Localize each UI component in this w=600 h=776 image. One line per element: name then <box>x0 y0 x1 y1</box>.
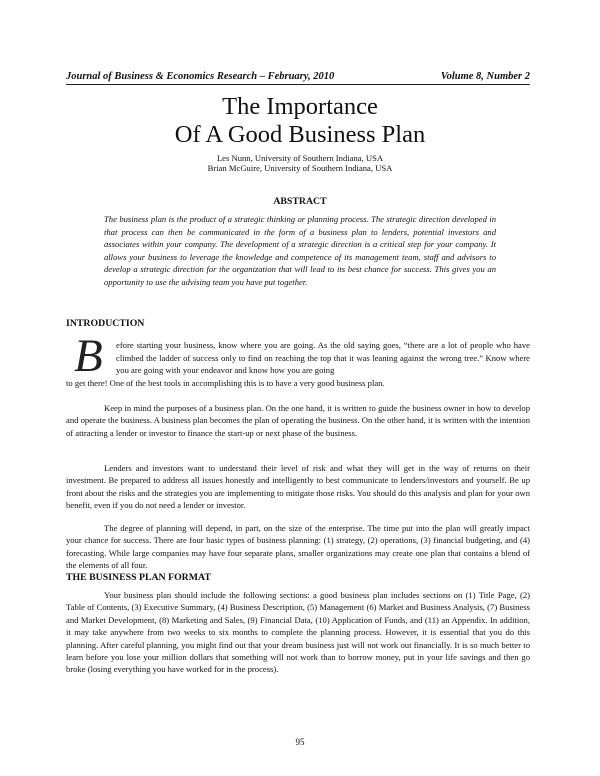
abstract-text: The business plan is the product of a strategic thinking or planning process. The strategic direction developed in that process can then be communicated in the form of a business plan to lenders, potential investors and associates within your company. The development of a strategic direction is a critical step for your company. It allows your business to leverage the knowledge and competence of its management team, staff and advisors to develop a strategic direction for the organization that will lead to its best chance for success. This gives you an opportunity to use the advising team you have put together. <box>104 214 496 287</box>
running-header <box>66 71 530 85</box>
volume-number: Volume 8, Number 2 <box>440 71 530 82</box>
author-2: Brian McGuire, University of Southern Indiana, USA <box>207 163 393 173</box>
page-number: 95 <box>295 737 305 747</box>
format-paragraph: Your business plan should include the following sections: a good business plan includes sections on (1) Title Page, (2) Table of Contents, (3) Executive Summary, (4) Business Description, (5) Management (6) Market and Business Analysis, (7) Business and Market Development, (8) Marketing and Sales, (9) Financial Data, (10) Application of Funds, and (11) an Appendix. In addition, it may take anywhere from two weeks to six months to complete the planning process. However, it is essential that you do this planning. After careful planning, you might find out that your dream business just will not work out financially. It is so much better to learn before you lose your million dollars that something will not work than to borrow money, put in your life savings and then go broke (losing everything you have worked for in the process). <box>66 590 530 675</box>
drop-cap-letter: B <box>74 330 103 382</box>
intro-paragraph-3: Lenders and investors want to understand their level of risk and what they will get in the way of returns on their investment. Be prepared to address all issues honestly and intelligently to best communicate to lenders/investors and yourself. Be up front about the risks and the strategies you are implementing to mitigate those risks. You should do this analysis and plan for your own benefit, even if you do not need a lender or investor. <box>66 463 530 511</box>
business-plan-format-heading: THE BUSINESS PLAN FORMAT <box>66 572 211 583</box>
paper-title-line-2: Of A Good Business Plan <box>174 121 426 148</box>
abstract-heading: ABSTRACT <box>273 196 327 207</box>
intro-paragraph-4: The degree of planning will depend, in part, on the size of the enterprise. The time put into the plan will greatly impact your chance for success. There are four basic types of business planning: (1) strategy, (2) operations, (3) financial budgeting, and (4) forecasting. While large companies may have four separate plans, smaller organizations may create one plan that contains a blend of the elements of all four. <box>66 523 530 571</box>
author-1: Les Nunn, University of Southern Indiana, USA <box>216 153 384 163</box>
intro-paragraph-2: Keep in mind the purposes of a business plan. On the one hand, it is written to guide the business owner in how to develop and operate the business. A business plan becomes the plan of operating the business. On the other hand, it is written with the intention of attracting a lender or investor to finance the start-up or next phase of the business. <box>66 403 530 438</box>
intro-first-lines: efore starting your business, know where you are going. As the old saying goes, “there are a lot of people who have climbed the ladder of success only to find on reaching the top that it was leaning against the wrong tree.” Know where you are going with your endeavor and know how you are going <box>116 340 530 376</box>
paper-title-line-1: The Importance <box>222 93 378 120</box>
journal-name: Journal of Business & Economics Research – February, 2010 <box>66 71 335 82</box>
intro-first-tail: to get there! One of the best tools in accomplishing this is to have a very good business plan. <box>66 378 385 388</box>
introduction-heading: INTRODUCTION <box>66 318 145 329</box>
